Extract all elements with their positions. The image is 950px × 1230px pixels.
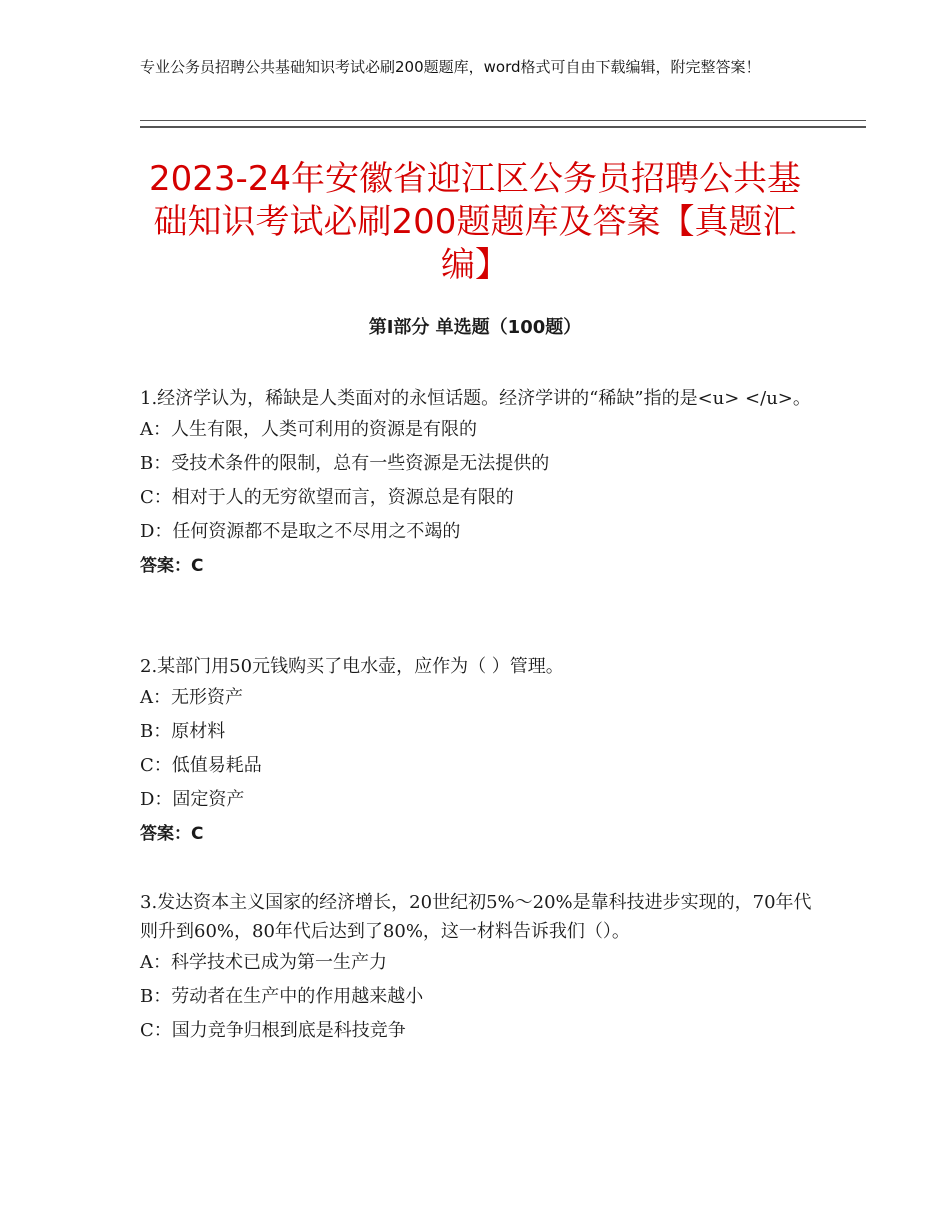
option-b: B：劳动者在生产中的作用越来越小 — [140, 986, 424, 1007]
answer: 答案：C — [140, 824, 204, 844]
question-2 — [140, 652, 820, 851]
header-divider — [140, 120, 866, 128]
option-b: B：受技术条件的限制，总有一些资源是无法提供的 — [140, 453, 550, 474]
question-stem: 1.经济学认为，稀缺是人类面对的永恒话题。经济学讲的“稀缺”指的是<u> </u>。 — [140, 388, 811, 409]
answer: 答案：C — [140, 556, 204, 576]
option-c: C：国力竞争归根到底是科技竞争 — [140, 1020, 406, 1041]
option-a: A：科学技术已成为第一生产力 — [140, 952, 387, 973]
option-d: D：固定资产 — [140, 789, 245, 810]
section-title: 第Ⅰ部分 单选题（100题） — [368, 317, 582, 338]
option-c: C：相对于人的无穷欲望而言，资源总是有限的 — [140, 487, 514, 508]
option-d: D：任何资源都不是取之不尽用之不竭的 — [140, 521, 461, 542]
option-c: C：低值易耗品 — [140, 755, 262, 776]
question-1 — [140, 384, 820, 583]
header-note: 专业公务员招聘公共基础知识考试必刷200题题库，word格式可自由下载编辑，附完整答案！ — [140, 58, 761, 76]
option-a: A：无形资产 — [140, 687, 243, 708]
option-b: B：原材料 — [140, 721, 226, 742]
question-stem: 3.发达资本主义国家的经济增长，20世纪初5%～20%是靠科技进步实现的，70年代则升到60%，80年代后达到了80%，这一材料告诉我们（）。 — [140, 892, 812, 942]
document-title: 2023-24年安徽省迎江区公务员招聘公共基础知识考试必刷200题题库及答案【真题汇编】 — [148, 159, 802, 285]
option-a: A：人生有限，人类可利用的资源是有限的 — [140, 419, 477, 440]
question-3 — [140, 888, 820, 1048]
question-stem: 2.某部门用50元钱购买了电水壶，应作为（ ）管理。 — [140, 656, 564, 677]
